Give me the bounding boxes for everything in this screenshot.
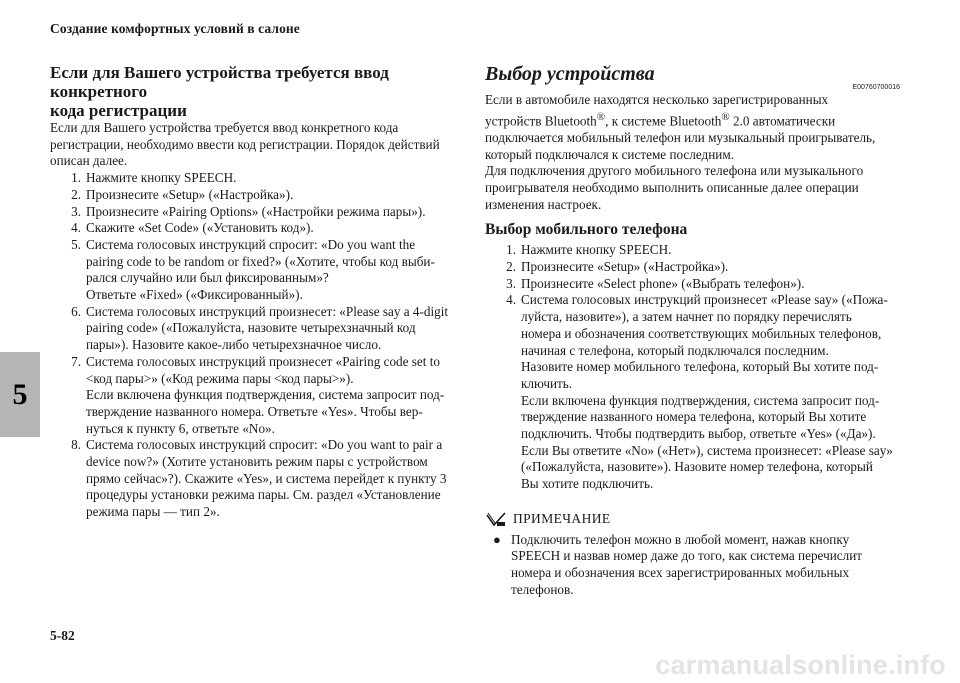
note-label: ПРИМЕЧАНИЕ bbox=[513, 510, 611, 526]
step-number: 1. bbox=[71, 170, 81, 186]
note-text: Подключить телефон можно в любой момент, нажав кнопку SPEECH и назвав номер даже до того, как система перечислит номера и обозначения всех зарегистрированных мобильных телефонов. bbox=[511, 531, 863, 597]
list-item bbox=[485, 242, 900, 259]
step-text: Система голосовых инструкций произнесет: «Please say a 4-digit pairing code» («Пожалуйста, назовите четырехзначный код пары»). Назовите какое-либо четырехзначное число. bbox=[86, 303, 449, 353]
watermark: carmanualsonline.info bbox=[655, 650, 946, 680]
section-intro-right bbox=[485, 92, 900, 213]
bullet-icon: ● bbox=[493, 531, 501, 547]
step-text: Система голосовых инструкций спросит: «Do you want the pairing code to be random or fixed?» («Хотите, чтобы код выби- рался случайно или был фиксированным»? Ответьте «Fixed» («Фиксированный»). bbox=[86, 236, 435, 303]
step-number: 5. bbox=[71, 236, 81, 252]
step-number: 7. bbox=[71, 353, 81, 369]
right-column bbox=[485, 63, 900, 598]
list-item bbox=[50, 437, 460, 521]
left-column bbox=[50, 63, 460, 521]
subsection-heading: Выбор мобильного телефона bbox=[485, 221, 688, 239]
step-text: Система голосовых инструкций спросит: «Do you want to pair a device now?» (Хотите установить режим пары с устройством прямо сейчас»?). Скажите «Yes», и система перейдет к пункту 3 процедуры установки режима пары. См. раздел «Установление режима пары — тип 2». bbox=[86, 437, 447, 520]
note-header bbox=[485, 511, 900, 528]
step-text: Система голосовых инструкций произнесет «Pairing code set to <код пары>» («Код режима пары <код пары>»). Если включена функция подтверждения, система запросит под- тверждение названного номера. Ответьте «Yes». Чтобы вер- нуться к пункту 6, ответьте «No». bbox=[86, 353, 445, 436]
list-item bbox=[50, 187, 460, 204]
note-block bbox=[485, 511, 900, 599]
steps-list-right bbox=[485, 242, 900, 493]
page-number: 5-82 bbox=[50, 628, 75, 643]
step-number: 3. bbox=[71, 203, 81, 219]
step-text: Произнесите «Select phone» («Выбрать телефон»). bbox=[521, 275, 805, 291]
list-item bbox=[50, 304, 460, 354]
document-code: E00760700016 bbox=[852, 84, 900, 91]
section-intro: Если для Вашего устройства требуется ввод конкретного кода регистрации, необходимо ввести код регистрации. Порядок действий описан далее. bbox=[50, 120, 440, 169]
step-number: 4. bbox=[506, 292, 516, 308]
intro-part-a: Если в автомобиле находятся несколько зарегистрированных устройств Bluetooth bbox=[485, 92, 829, 129]
list-item bbox=[50, 354, 460, 438]
chapter-tab bbox=[0, 352, 40, 437]
registered-mark: ® bbox=[596, 110, 606, 123]
intro-part-c: 2.0 автоматически подключается мобильный телефон или музыкальный проигрыватель, который подключался к системе последним. Для подключения другого мобильного телефона или музыкального проигрывателя необходимо выполнить описанные далее операции изменения настроек. bbox=[485, 113, 876, 212]
running-header: Создание комфортных условий в салоне bbox=[50, 21, 300, 36]
intro-part-b: , к системе Bluetooth bbox=[605, 113, 722, 129]
step-number: 2. bbox=[71, 186, 81, 202]
step-number: 6. bbox=[71, 303, 81, 319]
list-item bbox=[50, 170, 460, 187]
step-text: Произнесите «Setup» («Настройка»). bbox=[86, 186, 294, 202]
list-item bbox=[50, 220, 460, 237]
step-text: Произнесите «Setup» («Настройка»). bbox=[521, 259, 729, 275]
section-heading: Если для Вашего устройства требуется ввод конкретного кода регистрации bbox=[50, 63, 389, 120]
list-item bbox=[50, 204, 460, 221]
step-number: 2. bbox=[506, 259, 516, 275]
section-title: Выбор устройства bbox=[485, 63, 655, 85]
steps-list bbox=[50, 170, 460, 521]
step-text: Нажмите кнопку SPEECH. bbox=[521, 242, 672, 258]
list-item bbox=[50, 237, 460, 304]
step-number: 4. bbox=[71, 220, 81, 236]
step-text: Система голосовых инструкций произнесет «Please say» («Пожа- луйста, назовите»), а затем начнет по порядку перечислять номера и обозначения соответствующих мобильных телефонов, начиная с телефона, который подключался последним. Назовите номер мобильного телефона, который Вы хотите под- ключить. Если включена функция подтверждения, система запросит под- тверждение названного номера телефона, который Вы хотите подключить. Чтобы подтвердить выбор, ответьте «Yes» («Да»). Если Вы ответите «No» («Нет»), система произнесет: «Please say» («Пожалуйста, назовите»). Назовите номер телефона, который Вы хотите подключить. bbox=[521, 292, 893, 492]
list-item bbox=[485, 292, 900, 492]
note-item bbox=[485, 532, 900, 599]
chapter-number: 5 bbox=[12, 377, 28, 411]
list-item bbox=[485, 276, 900, 293]
registered-mark: ® bbox=[721, 110, 730, 123]
step-text: Произнесите «Pairing Options» («Настройки режима пары»). bbox=[86, 203, 426, 219]
pencil-note-icon bbox=[485, 511, 507, 527]
step-text: Скажите «Set Code» («Установить код»). bbox=[86, 220, 314, 236]
step-number: 3. bbox=[506, 275, 516, 291]
step-text: Нажмите кнопку SPEECH. bbox=[86, 170, 237, 186]
step-number: 1. bbox=[506, 242, 516, 258]
list-item bbox=[485, 259, 900, 276]
step-number: 8. bbox=[71, 437, 81, 453]
